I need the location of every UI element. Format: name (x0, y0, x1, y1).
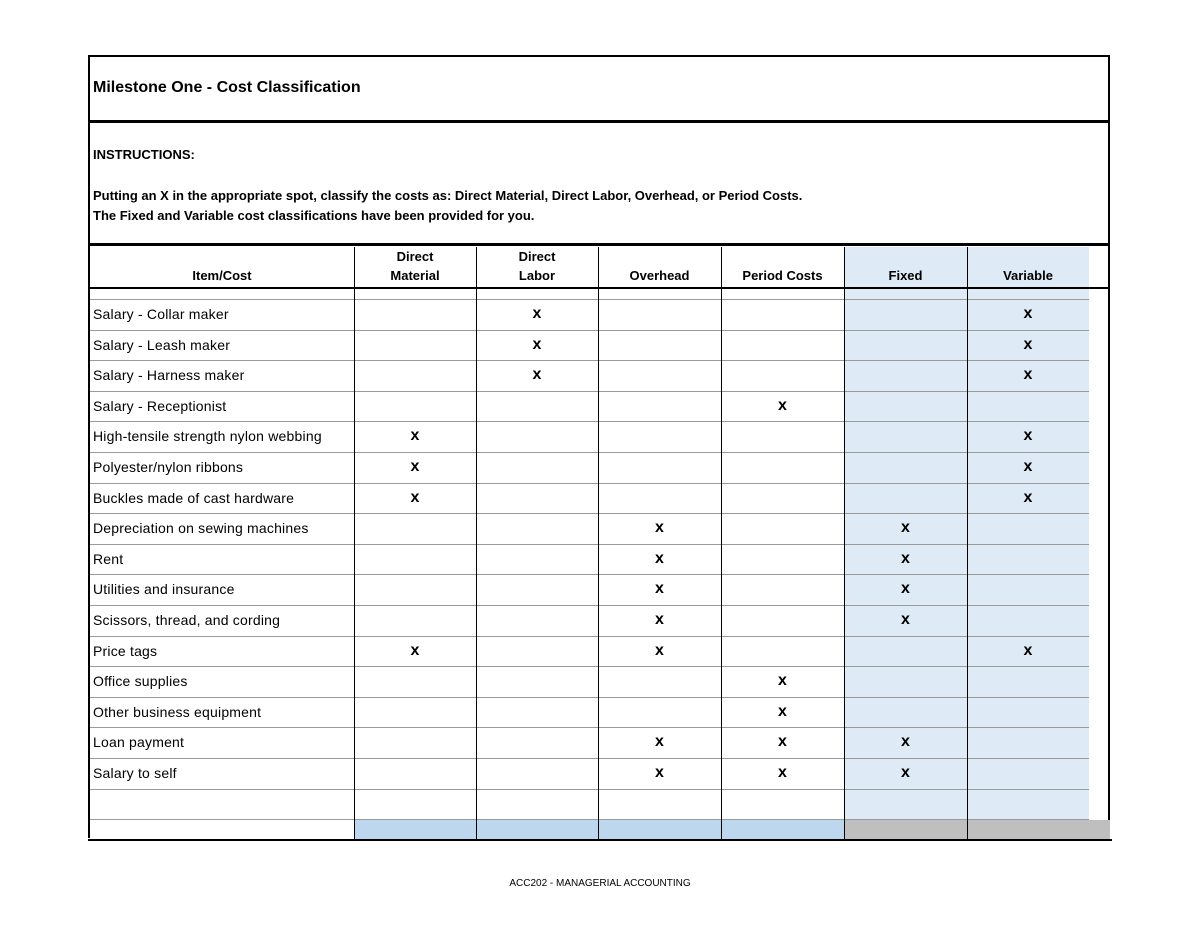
x-mark-dm: x (410, 641, 420, 659)
header-item-cost (90, 247, 354, 287)
cost-classification-table (90, 247, 1110, 839)
row-item-label: Loan payment (93, 734, 185, 751)
x-mark-variable: x (1023, 458, 1033, 475)
x-mark-dm: x (410, 427, 420, 445)
row-item-label: Depreciation on sewing machines (93, 520, 309, 537)
instructions-line-1: Putting an X in the appropriate spot, classify the costs as: Direct Material, Direct Labor, Overhead, or Period Costs. (93, 188, 803, 203)
x-mark-dm: x (410, 488, 420, 506)
x-mark-oh: x (655, 580, 664, 598)
row-separator (90, 758, 1089, 759)
table-bottom-rule (88, 839, 1112, 841)
page-footer: ACC202 - MANAGERIAL ACCOUNTING (509, 878, 691, 889)
x-mark-variable: x (1023, 305, 1033, 322)
row-item-label: Rent (93, 550, 124, 567)
x-mark-dl: x (532, 335, 542, 353)
totals-cell (599, 820, 721, 839)
worksheet (88, 55, 1110, 838)
row-item-label: Salary - Receptionist (93, 397, 227, 414)
row-item-label: Salary - Leash maker (93, 336, 231, 353)
x-mark-dl: x (532, 366, 542, 384)
header-direct-labor-line2: Labor (518, 268, 556, 283)
header-item-cost-line2: Item/Cost (192, 268, 252, 283)
column-divider (354, 247, 355, 839)
row-separator (90, 391, 1089, 392)
totals-cell (968, 820, 1089, 839)
title-divider (90, 120, 1108, 123)
x-mark-fixed: x (901, 580, 910, 598)
header-direct-material-line1: Direct (396, 249, 434, 264)
row-item-label: High-tensile strength nylon webbing (93, 428, 322, 445)
row-separator (90, 789, 1089, 790)
header-variable-line2: Variable (1003, 268, 1053, 283)
row-item-label: Other business equipment (93, 703, 262, 720)
header-overhead-line2: Overhead (629, 268, 690, 283)
x-mark-dm: x (410, 458, 420, 475)
header-variable (967, 247, 1089, 287)
row-separator (90, 574, 1089, 575)
header-direct-material-line2: Material (390, 268, 440, 283)
column-divider (598, 247, 599, 839)
instructions-label: INSTRUCTIONS: (93, 147, 195, 162)
row-item-label: Salary - Collar maker (93, 306, 229, 322)
x-mark-variable: x (1023, 488, 1033, 506)
header-bottom-rule (90, 287, 1110, 289)
row-separator (90, 666, 1089, 667)
x-mark-pc: x (778, 702, 787, 720)
row-item-label: Price tags (93, 642, 158, 659)
row-item-label: Scissors, thread, and cording (93, 612, 281, 628)
row-item-label: Polyester/nylon ribbons (93, 459, 244, 475)
x-mark-pc: x (778, 764, 787, 781)
x-mark-variable: x (1023, 335, 1033, 353)
column-divider (721, 247, 722, 839)
row-separator (90, 727, 1089, 728)
x-mark-oh: x (655, 549, 664, 567)
x-mark-fixed: x (901, 549, 910, 567)
column-divider (844, 247, 845, 839)
header-period-costs-line2: Period Costs (742, 268, 823, 283)
x-mark-pc: x (778, 733, 787, 751)
x-mark-fixed: x (901, 519, 910, 537)
row-separator (90, 544, 1089, 545)
totals-cell (477, 820, 598, 839)
totals-cell (722, 820, 844, 839)
header-overhead (598, 247, 721, 287)
x-mark-pc: x (778, 672, 787, 690)
header-period-costs (721, 247, 844, 287)
row-item-label: Salary to self (93, 765, 177, 781)
totals-cell (355, 820, 476, 839)
row-item-label: Salary - Harness maker (93, 367, 245, 384)
column-divider (967, 247, 968, 839)
spacer-rule (90, 299, 1089, 300)
x-mark-oh: x (655, 764, 664, 781)
page-title: Milestone One - Cost Classification (93, 79, 361, 96)
row-separator (90, 330, 1089, 331)
x-mark-oh: x (655, 519, 664, 537)
header-direct-labor-line1: Direct (518, 249, 556, 264)
x-mark-variable: x (1023, 641, 1033, 659)
row-item-label: Buckles made of cast hardware (93, 489, 295, 506)
x-mark-oh: x (655, 611, 664, 628)
x-mark-variable: x (1023, 366, 1033, 384)
row-item-label: Utilities and insurance (93, 581, 235, 598)
header-fixed-line2: Fixed (888, 268, 923, 283)
x-mark-fixed: x (901, 611, 910, 628)
x-mark-fixed: x (901, 764, 910, 781)
column-divider (476, 247, 477, 839)
x-mark-dl: x (532, 305, 542, 322)
header-direct-labor (476, 247, 598, 287)
row-item-label: Office supplies (93, 673, 188, 690)
instructions-divider (90, 243, 1108, 246)
header-direct-material (354, 247, 476, 287)
totals-cell (1089, 820, 1110, 839)
x-mark-pc: x (778, 396, 787, 414)
x-mark-oh: x (655, 641, 664, 659)
x-mark-oh: x (655, 733, 664, 751)
row-separator (90, 636, 1089, 637)
header-fixed (844, 247, 967, 287)
x-mark-fixed: x (901, 733, 910, 751)
totals-cell (845, 820, 967, 839)
instructions-line-2: The Fixed and Variable cost classifications have been provided for you. (93, 208, 535, 223)
x-mark-variable: x (1023, 427, 1033, 445)
